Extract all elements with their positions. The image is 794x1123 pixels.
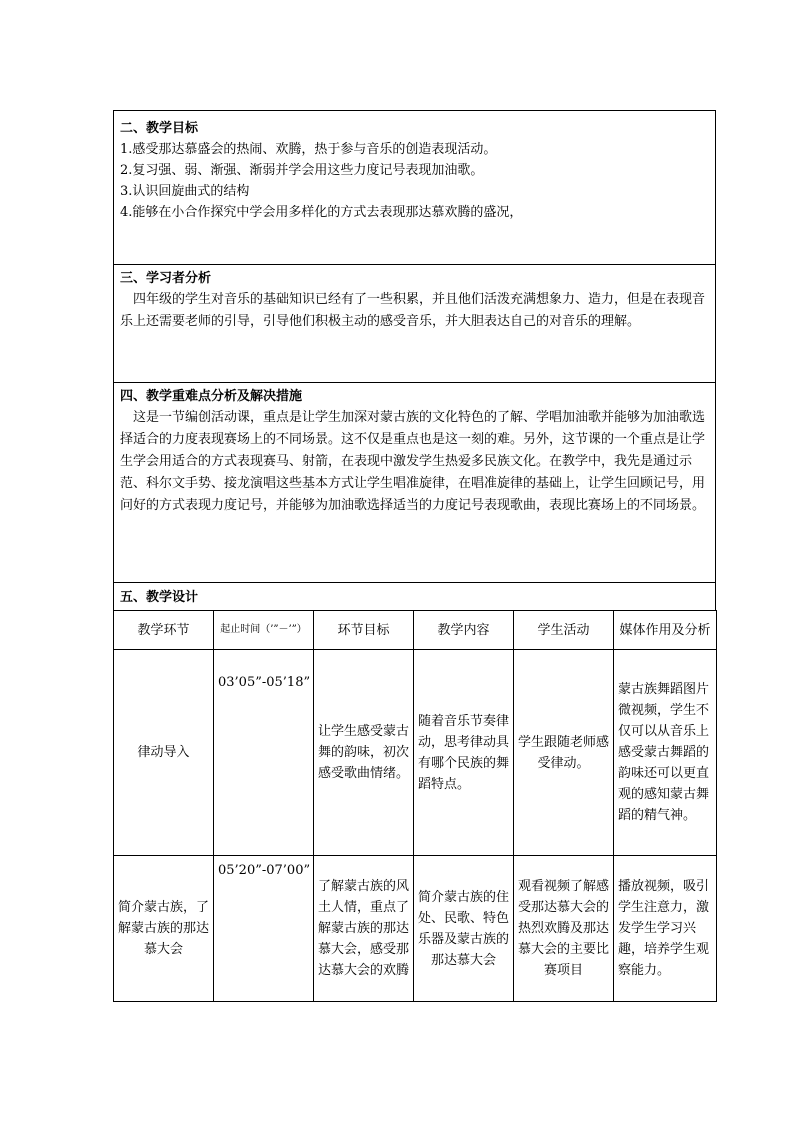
- stage-cell: 简介蒙古族，了解蒙古族的那达慕大会: [114, 856, 214, 1002]
- goal-item: 1.感受那达慕盛会的热闹、欢腾，热于参与音乐的创造表现活动。: [120, 142, 497, 157]
- time-cell: 05’20”-07’00”: [214, 856, 314, 1002]
- goal-item: 2.复习强、弱、渐强、渐弱并学会用这些力度记号表现加油歌。: [120, 163, 484, 178]
- column-header: 学生活动: [514, 611, 614, 650]
- goal-item: 3.认识回旋曲式的结构: [120, 184, 250, 199]
- lesson-plan-sheet: [113, 110, 716, 1002]
- stage-cell: 律动导入: [114, 650, 214, 856]
- goal-cell: 了解蒙古族的风土人情，重点了解蒙古族的那达慕大会，感受那达慕大会的欢腾: [314, 856, 414, 1002]
- goal-cell: 让学生感受蒙古舞的韵味，初次感受歌曲情绪。: [314, 650, 414, 856]
- table-header-row: [114, 611, 717, 650]
- section-title: 四、教学重难点分析及解决措施: [120, 389, 303, 404]
- section-title: 五、教学设计: [120, 590, 199, 605]
- section-paragraph: 四年级的学生对音乐的基础知识已经有了一些积累，并且他们活泼充满想象力、造力，但是在表现音乐上还需要老师的引导，引导他们积极主动的感受音乐，并大胆表达自己的对音乐的理解。: [120, 292, 706, 329]
- section-title: 二、教学目标: [120, 121, 199, 136]
- media-cell: 蒙古族舞蹈图片微视频，学生不仅可以从音乐上感受蒙古舞蹈的韵味还可以更直观的感知蒙古舞蹈的精气神。: [614, 650, 717, 856]
- column-header: 起止时间（’”－’”）: [214, 611, 314, 650]
- table-row: [114, 650, 717, 856]
- teaching-goals-section: [113, 110, 716, 264]
- activity-cell: 观看视频了解感受那达慕大会的热烈欢腾及那达慕大会的主要比赛项目: [514, 856, 614, 1002]
- column-header: 媒体作用及分析: [614, 611, 717, 650]
- media-cell: 播放视频，吸引学生注意力，激发学生学习兴趣，培养学生观察能力。: [614, 856, 717, 1002]
- goal-item: 4.能够在小合作探究中学会用多样化的方式去表现那达慕欢腾的盛况，: [120, 205, 523, 220]
- column-header: 环节目标: [314, 611, 414, 650]
- column-header: 教学环节: [114, 611, 214, 650]
- design-section-header: [113, 582, 716, 610]
- section-paragraph: 这是一节编创活动课，重点是让学生加深对蒙古族的文化特色的了解、学唱加油歌并能够为加油歌选择适合的力度表现赛场上的不同场景。这不仅是重点也是这一刻的难。另外，这节课的一个重点是让学生学会用适合的方式表现赛马、射箭，在表现中激发学生热爱多民族文化。在教学中，我先是通过示范、科尔文手势、接龙演唱这些基本方式让学生唱准旋律，在唱准旋律的基础上，让学生回顾记号，用问好的方式表现力度记号，并能够为加油歌选择适当的力度记号表现歌曲，表现比赛场上的不同场景。: [120, 410, 706, 513]
- activity-cell: 学生跟随老师感受律动。: [514, 650, 614, 856]
- design-table: [113, 610, 717, 1002]
- time-cell: 03’05”-05’18”: [214, 650, 314, 856]
- content-cell: 随着音乐节奏律动，思考律动具有哪个民族的舞蹈特点。: [414, 650, 514, 856]
- table-row: [114, 856, 717, 1002]
- content-cell: 简介蒙古族的住处、民歌、特色乐器及蒙古族的那达慕大会: [414, 856, 514, 1002]
- difficulties-section: [113, 382, 716, 582]
- learner-analysis-section: [113, 264, 716, 382]
- column-header: 教学内容: [414, 611, 514, 650]
- section-title: 三、学习者分析: [120, 271, 212, 286]
